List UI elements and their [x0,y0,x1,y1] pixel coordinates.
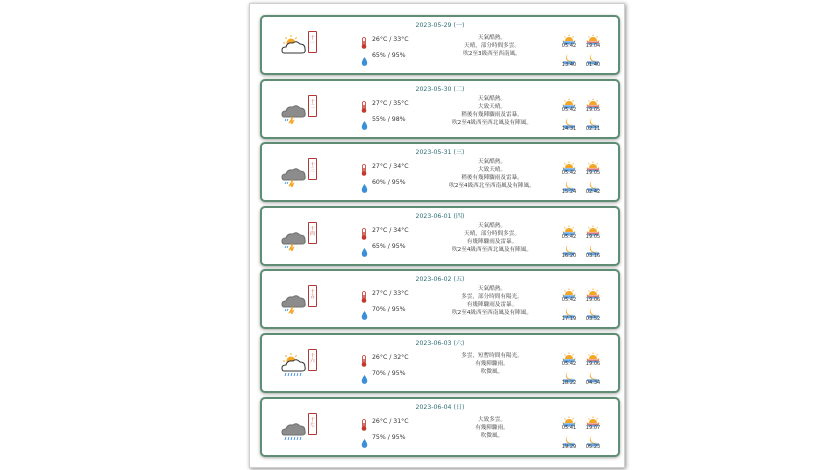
moonset-icon [586,50,600,62]
sunset-time: 19:06 [585,361,601,367]
forecast-card [260,142,620,202]
sunset-icon [586,284,600,296]
moonrise-icon [562,177,576,189]
temperature-range: 26°C / 32°C [372,354,409,361]
sunset-time: 19:07 [585,424,601,431]
humidity-range: 55% / 98% [372,115,406,123]
moonset-time: 04:34 [585,380,601,386]
forecast-card [260,397,620,457]
description-line: 吹微風。 [480,432,504,439]
thermometer-icon [360,288,368,300]
forecast-description [432,34,552,58]
moonset-icon [586,432,600,444]
moonset-time: 03:16 [585,252,601,259]
temperature-range: 27°C / 34°C [372,163,409,171]
lunar-calendar-icon: 十二 [308,95,317,117]
description-line: 大致天晴。 [478,103,506,110]
moonrise-time: 15:24 [561,189,577,196]
description-line: 大致多雲。 [478,416,506,423]
forecast-date: 2023-06-04 (日) [415,403,465,411]
thermometer-icon [360,34,368,46]
forecast-description [432,222,552,254]
description-line: 天氣酷熱。 [478,95,506,102]
moonrise-time: 19:29 [561,443,577,450]
lunar-calendar-icon: 十四 [308,222,317,244]
description-line: 有幾陣驟雨及雷暴。 [466,302,518,309]
moonrise-time: 18:22 [561,380,577,386]
moonrise-time: 16:20 [561,252,577,259]
thermometer-icon [360,225,368,237]
humidity-icon [361,433,368,442]
thunderstorm-icon [279,98,309,124]
moonset-time: 02:11 [585,125,601,132]
rain-icon [279,416,309,442]
sunrise-icon [562,30,576,42]
description-line: 有幾陣驟雨及雷暴。 [466,238,518,245]
lunar-calendar-icon: 十三 [308,158,317,180]
moonrise-icon [562,432,576,444]
moonrise-icon [562,368,576,380]
lunar-calendar-icon: 十七 [308,413,317,435]
humidity-range: 60% / 95% [372,179,406,187]
sunrise-time: 05:42 [561,170,577,177]
description-line: 天氣酷熱。 [478,159,506,166]
moonrise-icon [562,50,576,62]
sunrise-icon [562,284,576,296]
moonrise-time: 13:40 [561,62,577,68]
forecast-description [432,352,552,376]
sunrise-icon [562,94,576,106]
description-line: 大致天晴。 [478,167,506,174]
forecast-date: 2023-06-03 (六) [415,340,465,347]
thermometer-icon [360,352,368,364]
sunny-shower-icon [279,352,309,378]
description-line: 多雲，部分時間有陽光。 [461,294,523,301]
description-line: 天氣酷熱。 [478,286,506,293]
moonrise-icon [562,304,576,316]
temperature-range: 27°C / 34°C [372,226,409,234]
humidity-range: 70% / 95% [372,370,406,377]
sunrise-time: 05:42 [561,233,577,240]
sunset-icon [586,157,600,169]
sunset-time: 19:05 [585,233,601,240]
thermometer-icon [360,161,368,173]
forecast-page [249,3,625,468]
sunrise-time: 05:42 [561,106,577,113]
moonset-icon [586,177,600,189]
sunset-time: 19:05 [585,170,601,177]
description-line: 吹2至3級西至西南風。 [463,51,521,57]
lunar-calendar-icon: 十六 [308,349,317,371]
sunrise-time: 05:42 [561,361,577,367]
moonrise-icon [562,241,576,253]
moonset-time: 03:52 [585,316,601,323]
moonset-icon [586,304,600,316]
sunrise-icon [562,157,576,169]
moonrise-time: 14:31 [561,125,577,132]
description-line: 天氣酷熱。 [478,35,506,41]
description-line: 吹2至4級西至西北風及有陣風。 [452,119,532,126]
moonrise-time: 17:19 [561,316,577,323]
thunderstorm-icon [279,161,309,187]
description-line: 稍後有幾陣驟雨及雷暴。 [461,175,523,182]
forecast-date: 2023-05-29 (一) [415,22,465,29]
sunrise-icon [562,348,576,360]
moonrise-icon [562,114,576,126]
description-line: 天氣酷熱。 [478,222,506,229]
forecast-date: 2023-05-31 (三) [415,149,465,157]
description-line: 有幾陣驟雨。 [475,361,509,367]
humidity-range: 65% / 95% [372,52,406,59]
humidity-icon [361,242,368,251]
moonset-time: 05:23 [585,443,601,450]
temperature-range: 27°C / 35°C [372,99,409,107]
temperature-range: 27°C / 33°C [372,290,409,298]
description-line: 多雲，短暫時間有陽光。 [461,353,523,359]
thermometer-icon [360,98,368,110]
lunar-calendar-icon: 十一 [308,31,317,53]
moonset-icon [586,114,600,126]
thunderstorm-icon [279,225,309,251]
moonset-time: 02:42 [585,189,601,196]
partly-cloudy-icon [279,34,309,60]
forecast-date: 2023-06-02 (五) [415,276,465,284]
humidity-range: 75% / 95% [372,433,406,441]
forecast-card [260,79,620,139]
forecast-date: 2023-06-01 (四) [415,212,465,220]
sunrise-time: 05:42 [561,297,577,304]
humidity-range: 70% / 95% [372,306,406,314]
temperature-range: 26°C / 31°C [372,417,409,425]
forecast-date: 2023-05-30 (二) [415,85,465,93]
description-line: 吹2至4級西至西南風及有陣風。 [452,310,532,317]
humidity-icon [361,305,368,314]
humidity-icon [361,369,368,378]
sunset-time: 19:04 [585,43,601,49]
forecast-description [432,95,552,127]
sunrise-time: 05:41 [561,424,577,431]
description-line: 吹2至4級西至西北風及有陣風。 [452,246,532,253]
humidity-range: 65% / 95% [372,242,406,250]
sunset-time: 19:05 [585,106,601,113]
sunset-icon [586,221,600,233]
moonset-icon [586,241,600,253]
description-line: 天晴，部分時間多雲。 [464,43,520,49]
description-line: 吹微風。 [480,369,504,375]
sunset-time: 19:06 [585,297,601,304]
humidity-icon [361,178,368,187]
moonset-time: 01:40 [585,62,601,68]
sunrise-time: 05:42 [561,43,577,49]
sunset-icon [586,412,600,424]
sunrise-icon [562,412,576,424]
temperature-range: 26°C / 33°C [372,36,409,43]
description-line: 天晴，部分時間多雲。 [464,230,520,237]
description-line: 稍後有幾陣驟雨及雷暴。 [461,111,523,118]
humidity-icon [361,115,368,124]
humidity-icon [361,51,368,60]
sunset-icon [586,348,600,360]
forecast-card [260,333,620,393]
forecast-card [260,206,620,266]
description-line: 吹2至4級西北至西南風及有陣風。 [449,183,535,190]
forecast-description [432,416,552,440]
sunset-icon [586,94,600,106]
forecast-card [260,15,620,75]
thunderstorm-icon [279,288,309,314]
sunset-icon [586,30,600,42]
forecast-description [432,285,552,317]
lunar-calendar-icon: 十五 [308,285,317,307]
moonset-icon [586,368,600,380]
forecast-card [260,269,620,329]
forecast-description [432,158,552,190]
description-line: 有幾陣驟雨。 [475,424,509,431]
thermometer-icon [360,416,368,428]
sunrise-icon [562,221,576,233]
